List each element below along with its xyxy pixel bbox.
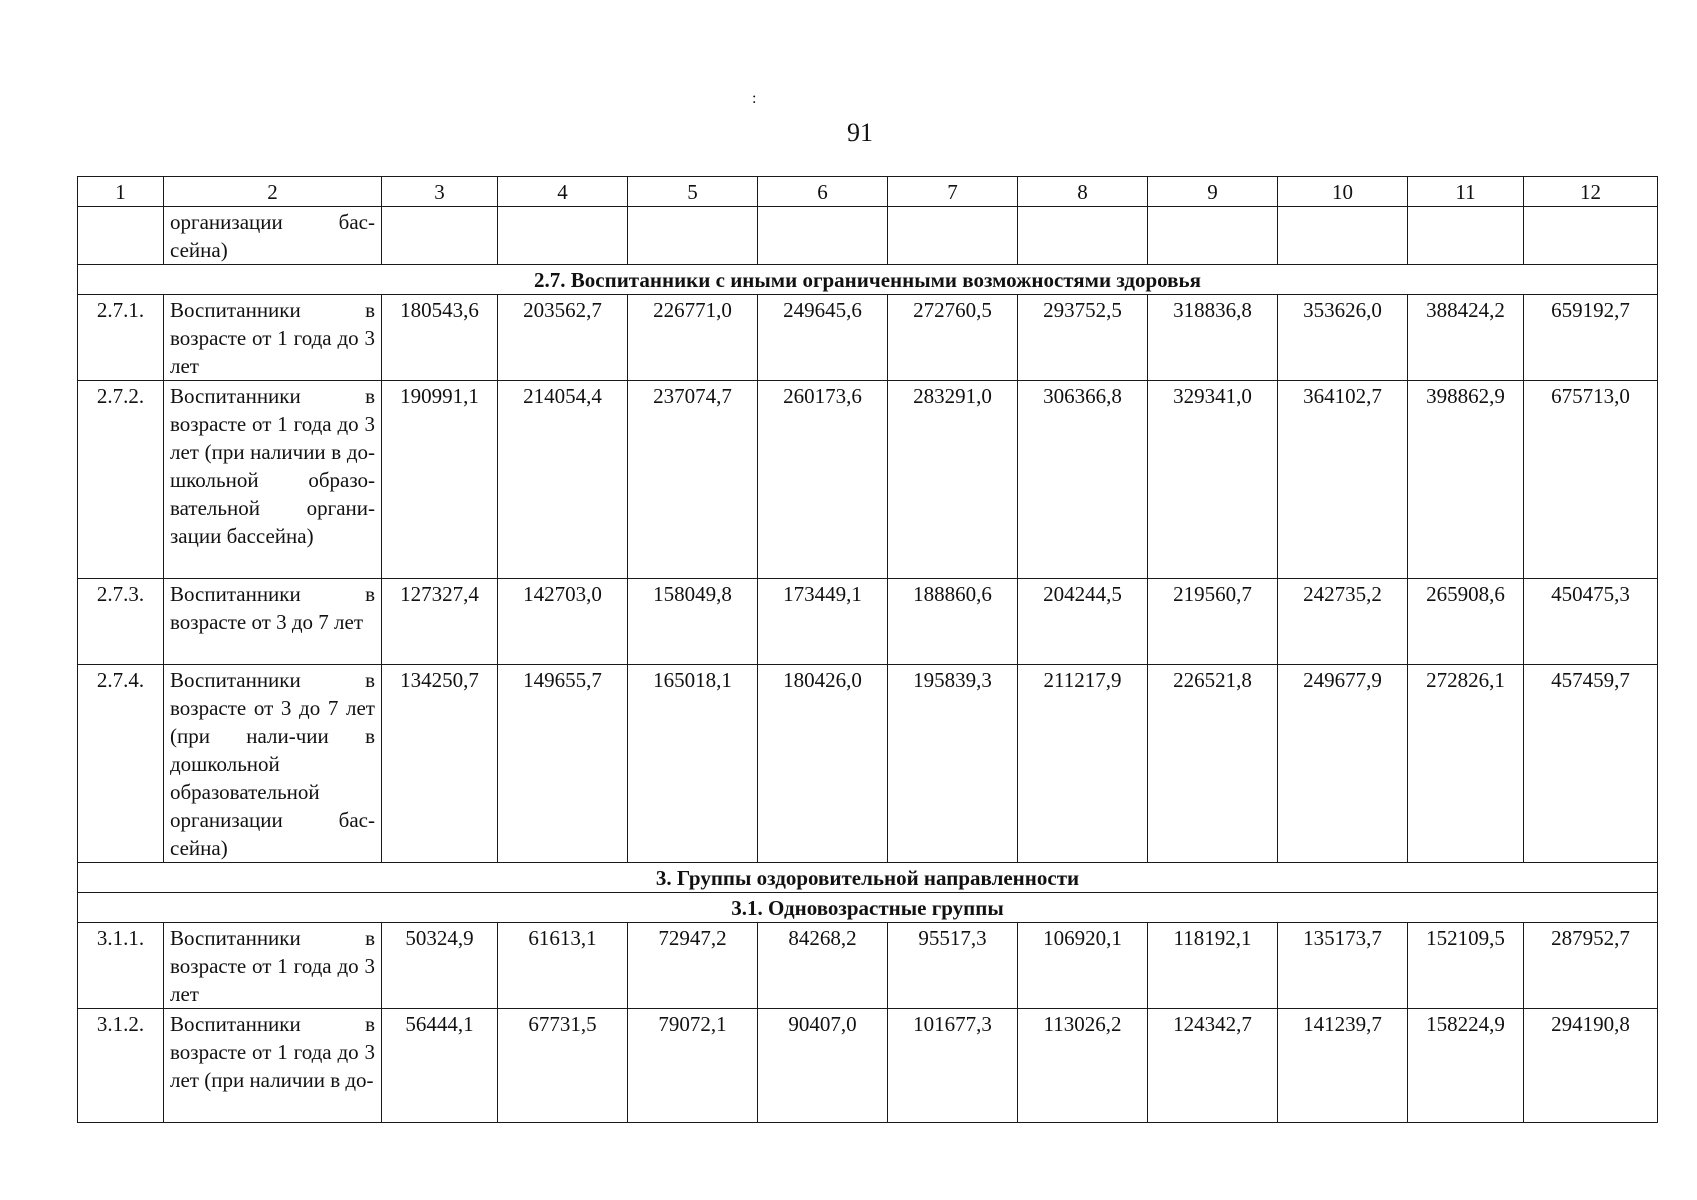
value-cell: 457459,7	[1524, 665, 1658, 863]
value-cell: 56444,1	[382, 1009, 498, 1123]
row-number: 3.1.2.	[78, 1009, 164, 1123]
data-table	[77, 176, 1658, 1123]
value-cell: 318836,8	[1148, 295, 1278, 381]
value-cell: 242735,2	[1278, 579, 1408, 665]
value-cell: 364102,7	[1278, 381, 1408, 579]
section-heading-3-1-title: 3.1. Одновозрастные группы	[78, 893, 1658, 923]
section-heading-2-7	[78, 265, 1658, 295]
value-cell: 203562,7	[498, 295, 628, 381]
section-heading-3-title: 3. Группы оздоровительной направленности	[78, 863, 1658, 893]
table-row	[78, 665, 1658, 863]
value-cell: 353626,0	[1278, 295, 1408, 381]
value-cell: 294190,8	[1524, 1009, 1658, 1123]
column-header: 10	[1278, 177, 1408, 207]
row-number: 2.7.4.	[78, 665, 164, 863]
value-cell: 283291,0	[888, 381, 1018, 579]
section-heading-2-7-title: 2.7. Воспитанники с иными ограниченными возможностями здоровья	[78, 265, 1658, 295]
value-cell: 113026,2	[1018, 1009, 1148, 1123]
table-row	[78, 579, 1658, 665]
table-row	[78, 381, 1658, 579]
row-description: Воспитанники в возрасте от 3 до 7 лет	[164, 579, 382, 665]
value-cell: 265908,6	[1408, 579, 1524, 665]
value-cell	[1524, 207, 1658, 265]
value-cell	[1408, 207, 1524, 265]
value-cell: 287952,7	[1524, 923, 1658, 1009]
table-row	[78, 207, 1658, 265]
value-cell	[382, 207, 498, 265]
value-cell: 293752,5	[1018, 295, 1148, 381]
row-number: 3.1.1.	[78, 923, 164, 1009]
value-cell: 226771,0	[628, 295, 758, 381]
value-cell: 142703,0	[498, 579, 628, 665]
value-cell: 101677,3	[888, 1009, 1018, 1123]
value-cell: 95517,3	[888, 923, 1018, 1009]
value-cell: 306366,8	[1018, 381, 1148, 579]
value-cell: 135173,7	[1278, 923, 1408, 1009]
value-cell	[1148, 207, 1278, 265]
section-heading-3-1	[78, 893, 1658, 923]
value-cell: 165018,1	[628, 665, 758, 863]
value-cell: 272760,5	[888, 295, 1018, 381]
value-cell: 237074,7	[628, 381, 758, 579]
row-number: 2.7.3.	[78, 579, 164, 665]
value-cell: 195839,3	[888, 665, 1018, 863]
value-cell: 149655,7	[498, 665, 628, 863]
value-cell: 180426,0	[758, 665, 888, 863]
value-cell: 173449,1	[758, 579, 888, 665]
column-header: 4	[498, 177, 628, 207]
page-mark: :	[752, 90, 757, 107]
value-cell	[628, 207, 758, 265]
value-cell: 260173,6	[758, 381, 888, 579]
table-row	[78, 295, 1658, 381]
page-number: 91	[847, 118, 873, 147]
row-description: Воспитанники в возрасте от 1 года до 3 лет	[164, 295, 382, 381]
value-cell: 180543,6	[382, 295, 498, 381]
value-cell: 106920,1	[1018, 923, 1148, 1009]
value-cell: 141239,7	[1278, 1009, 1408, 1123]
value-cell: 127327,4	[382, 579, 498, 665]
value-cell: 214054,4	[498, 381, 628, 579]
value-cell: 67731,5	[498, 1009, 628, 1123]
value-cell: 211217,9	[1018, 665, 1148, 863]
table-row	[78, 923, 1658, 1009]
value-cell: 84268,2	[758, 923, 888, 1009]
value-cell: 188860,6	[888, 579, 1018, 665]
row-number	[78, 207, 164, 265]
value-cell: 450475,3	[1524, 579, 1658, 665]
column-header: 11	[1408, 177, 1524, 207]
value-cell: 158049,8	[628, 579, 758, 665]
value-cell: 118192,1	[1148, 923, 1278, 1009]
value-cell	[758, 207, 888, 265]
column-header: 2	[164, 177, 382, 207]
row-description: Воспитанники в возрасте от 1 года до 3 лет (при наличии в до-школьной образо-вательной органи-зации бассейна)	[164, 381, 382, 579]
value-cell	[888, 207, 1018, 265]
value-cell	[498, 207, 628, 265]
value-cell: 61613,1	[498, 923, 628, 1009]
column-header: 12	[1524, 177, 1658, 207]
value-cell: 272826,1	[1408, 665, 1524, 863]
row-description: Воспитанники в возрасте от 1 года до 3 лет	[164, 923, 382, 1009]
column-header: 6	[758, 177, 888, 207]
value-cell: 219560,7	[1148, 579, 1278, 665]
value-cell: 675713,0	[1524, 381, 1658, 579]
column-header: 5	[628, 177, 758, 207]
value-cell: 72947,2	[628, 923, 758, 1009]
row-description: Воспитанники в возрасте от 3 до 7 лет (при нали-чии в дошкольной образовательной организации бас-сейна)	[164, 665, 382, 863]
value-cell: 90407,0	[758, 1009, 888, 1123]
row-description: организации бас-сейна)	[164, 207, 382, 265]
value-cell: 79072,1	[628, 1009, 758, 1123]
column-header: 1	[78, 177, 164, 207]
table-header-row	[78, 177, 1658, 207]
value-cell: 388424,2	[1408, 295, 1524, 381]
table-row	[78, 1009, 1658, 1123]
row-number: 2.7.1.	[78, 295, 164, 381]
value-cell: 190991,1	[382, 381, 498, 579]
value-cell: 152109,5	[1408, 923, 1524, 1009]
column-header: 8	[1018, 177, 1148, 207]
value-cell: 249677,9	[1278, 665, 1408, 863]
row-description: Воспитанники в возрасте от 1 года до 3 лет (при наличии в до-	[164, 1009, 382, 1123]
value-cell: 226521,8	[1148, 665, 1278, 863]
value-cell: 134250,7	[382, 665, 498, 863]
value-cell: 249645,6	[758, 295, 888, 381]
row-number: 2.7.2.	[78, 381, 164, 579]
value-cell: 329341,0	[1148, 381, 1278, 579]
value-cell: 124342,7	[1148, 1009, 1278, 1123]
column-header: 3	[382, 177, 498, 207]
value-cell: 158224,9	[1408, 1009, 1524, 1123]
value-cell: 204244,5	[1018, 579, 1148, 665]
value-cell: 659192,7	[1524, 295, 1658, 381]
column-header: 9	[1148, 177, 1278, 207]
value-cell	[1018, 207, 1148, 265]
column-header: 7	[888, 177, 1018, 207]
section-heading-3	[78, 863, 1658, 893]
value-cell	[1278, 207, 1408, 265]
value-cell: 50324,9	[382, 923, 498, 1009]
value-cell: 398862,9	[1408, 381, 1524, 579]
